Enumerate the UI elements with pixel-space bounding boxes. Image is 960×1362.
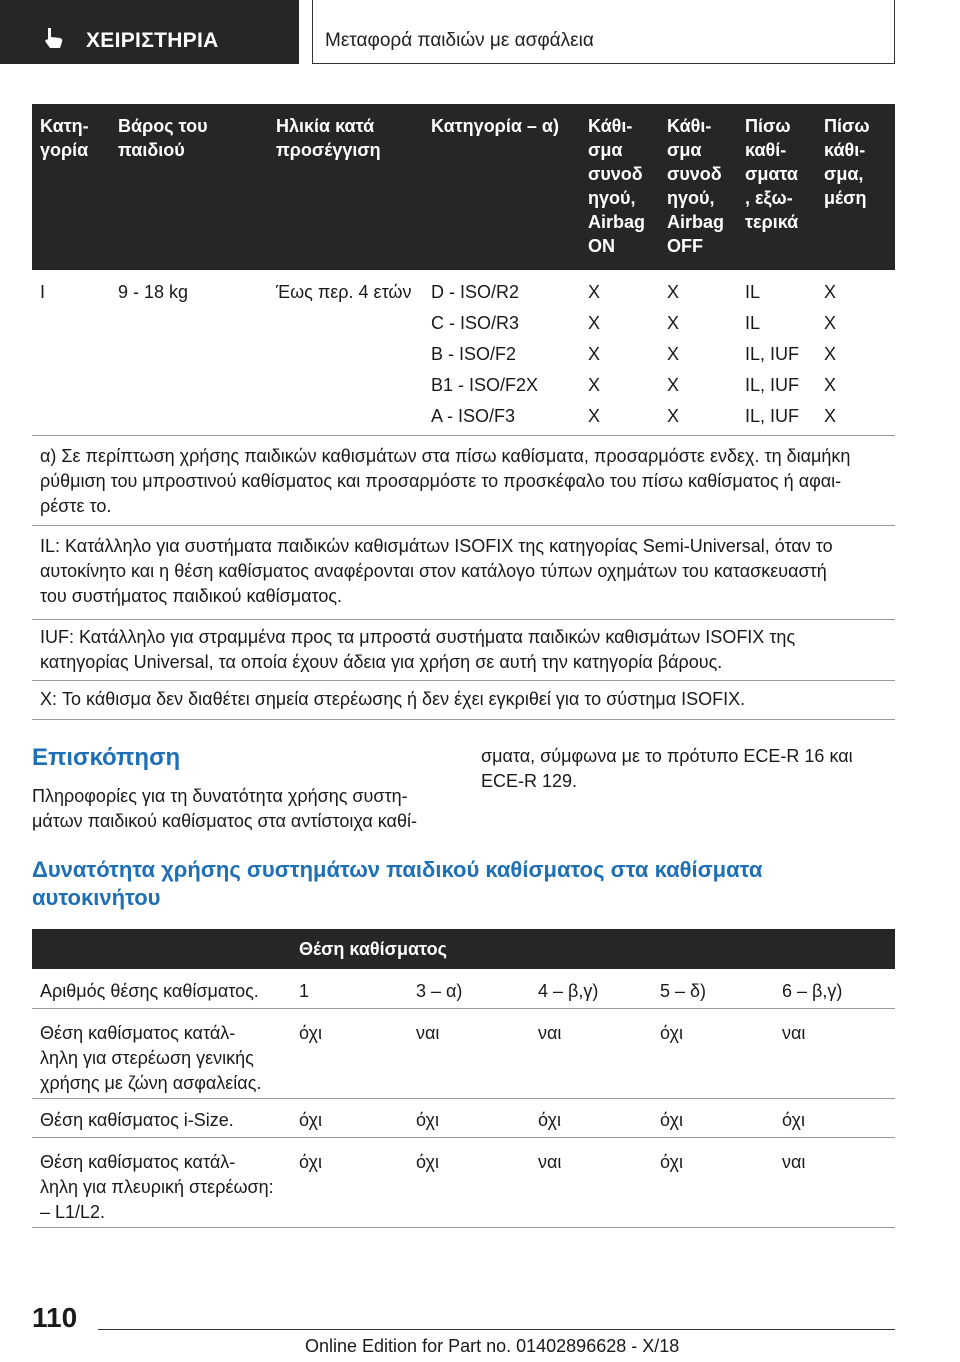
note-x: X: Το κάθισμα δεν διαθέτει σημεία στερέωσης ή δεν έχει εγκριθεί για το σύστημα ISOFIX.	[32, 687, 895, 720]
breadcrumb	[312, 0, 895, 64]
seat-position-table-header	[32, 929, 895, 969]
overview-heading: Επισκόπηση	[32, 744, 181, 771]
note-il: IL: Κατάλληλο για συστήματα παιδικών καθισμάτων ISOFIX της κατηγορίας Semi-Universal, όταν το αυτοκίνητο και η θέση καθίσματος αναφέρονται στον κατάλογο τύπων οχημάτων του κατασκευαστή του συστήματος παιδικού καθίσματος.	[32, 534, 895, 620]
table-row: Αριθμός θέσης καθίσματος. 1 3 – α) 4 – β,γ) 5 – δ) 6 – β,γ)	[32, 969, 895, 1009]
col-header-weight: Βάρος του παιδιού	[118, 116, 208, 160]
note-iuf: IUF: Κατάλληλο για στραμμένα προς τα μπροστά συστήματα παιδικών καθισμάτων ISOFIX της κατηγορίας Universal, τα οποία έχουν άδεια για χρήση σε αυτή την κατηγορία βάρους.	[32, 625, 895, 681]
cell-age: Έως περ. 4 ετών	[276, 282, 412, 302]
col-header-airbag-off: Κάθι- σμα συνοδ ηγού, Airbag OFF	[667, 116, 725, 256]
col-header-class: Κατηγορία – α)	[431, 116, 559, 136]
note-footnote-a: α) Σε περίπτωση χρήσης παιδικών καθισμάτων στα πίσω καθίσματα, προσαρμόστε ενδεχ. τη διαμήκη ρύθμιση του μπροστινού καθίσματος και προσαρμόστε το προσκέφαλο του πίσω καθίσματος ή αφαι- ρέστε το.	[32, 444, 895, 526]
seat-usage-heading: Δυνατότητα χρήσης συστημάτων παιδικού καθίσματος στα καθίσματα αυτοκινήτου	[32, 857, 763, 910]
col-header-airbag-on: Κάθι- σμα συνοδ ηγού, Airbag ON	[588, 116, 646, 256]
seat-position-table	[32, 929, 895, 1228]
col-header-rear-middle: Πίσω κάθι- σμα, μέση	[824, 116, 870, 208]
table-row: D - ISO/R2 X X IL X	[431, 282, 837, 302]
table-row: A - ISO/F3 X X IL, IUF X	[431, 406, 837, 426]
page-number: 110	[32, 1302, 78, 1333]
cell-weight: 9 - 18 kg	[118, 282, 189, 302]
table-row: B1 - ISO/F2X X X IL, IUF X	[431, 375, 837, 395]
table-row: Θέση καθίσματος κατάλ- ληλη για πλευρική στερέωση: – L1/L2. όχι όχι ναι όχι ναι	[32, 1138, 895, 1228]
col-header-seat-position: Θέση καθίσματος	[299, 939, 447, 959]
edition-note: Online Edition for Part no. 01402896628 - X/18	[305, 1336, 680, 1356]
isofix-table-header	[32, 104, 895, 270]
table-row: C - ISO/R3 X X IL X	[431, 313, 837, 333]
isofix-table-body	[32, 270, 895, 436]
isofix-table	[32, 104, 895, 436]
col-header-category: Κατη- γορία	[40, 116, 89, 160]
col-header-rear-outer: Πίσω καθί- σματα , εξω- τερικά	[745, 116, 799, 232]
overview-text-left: Πληροφορίες για τη δυνατότητα χρήσης συστη- μάτων παιδικού καθίσματος στα αντίστοιχα καθί-	[32, 786, 417, 831]
hand-pointer-icon	[42, 26, 64, 50]
overview-text-right: σματα, σύμφωνα με το πρότυπο ECE-R 16 και ECE-R 129.	[481, 746, 853, 791]
col-header-age: Ηλικία κατά προσέγγιση	[276, 116, 381, 160]
table-row: Θέση καθίσματος κατάλ- ληλη για στερέωση γενικής χρήσης με ζώνη ασφαλείας. όχι ναι ναι όχι ναι	[32, 1009, 895, 1099]
header-section-tab	[0, 0, 299, 64]
footer-divider	[98, 1329, 895, 1330]
table-row: B - ISO/F2 X X IL, IUF X	[431, 344, 837, 364]
table-row: Θέση καθίσματος i-Size. όχι όχι όχι όχι όχι	[32, 1099, 895, 1138]
breadcrumb-text: Μεταφορά παιδιών με ασφάλεια	[325, 30, 594, 51]
cell-category: I	[40, 282, 46, 302]
section-title: ΧΕΙΡΙΣΤΗΡΙΑ	[86, 29, 219, 52]
